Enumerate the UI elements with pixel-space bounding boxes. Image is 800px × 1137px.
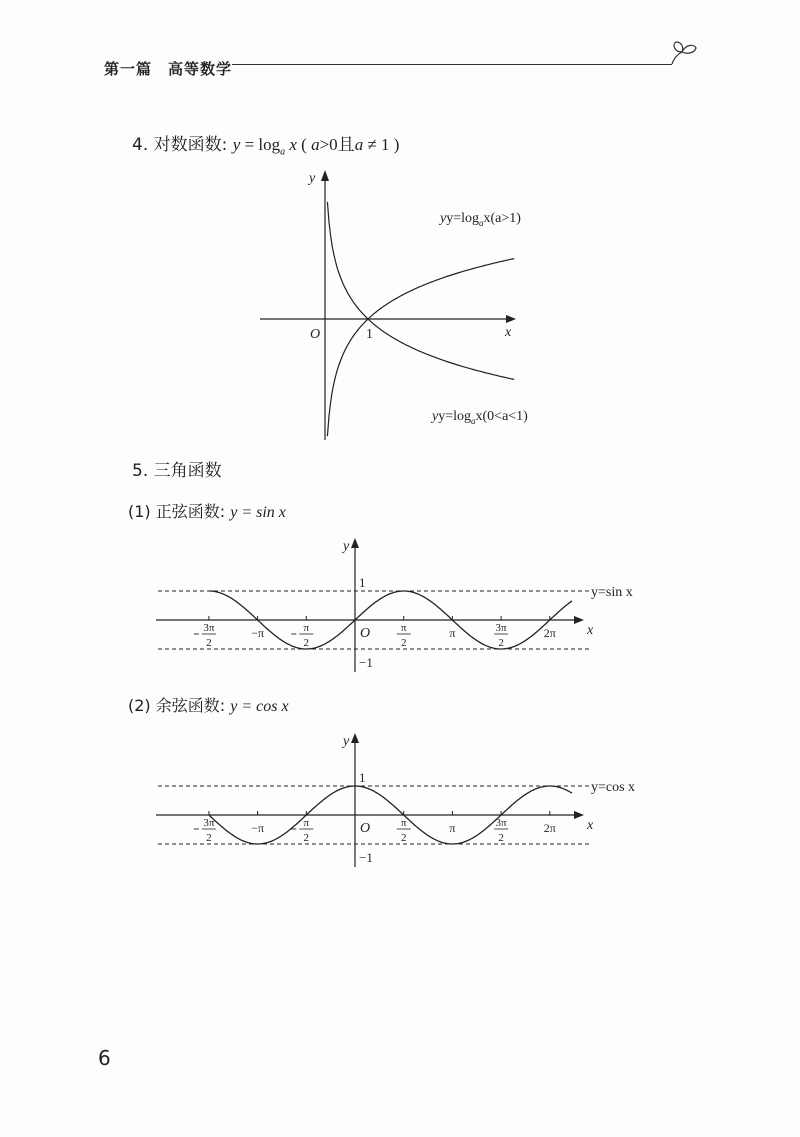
cosine-heading-formula: y = cos x xyxy=(230,698,289,715)
cosine-x-tick-den-0: 2 xyxy=(206,832,212,844)
log-condition-a1: a xyxy=(311,135,320,154)
log-tick-1: 1 xyxy=(366,327,373,342)
sine-x-axis-arrow xyxy=(574,616,584,624)
log-section-heading xyxy=(132,130,399,157)
log-origin-label: O xyxy=(310,327,321,342)
log-condition-open: ( xyxy=(296,135,312,154)
log-curve-2-label-rest: x(0<a<1) xyxy=(475,409,528,424)
sine-x-tick-den-3: 2 xyxy=(400,637,407,649)
sine-heading-text: (1) 正弦函数: xyxy=(128,502,231,521)
log-y-axis-arrow xyxy=(321,170,329,181)
header-rule xyxy=(232,64,672,65)
log-x-label: x xyxy=(505,325,512,340)
log-curve-2-label: $yy=\log_ax(0<a<1)$ xyxy=(432,409,528,426)
cosine-origin-label: O xyxy=(360,821,371,836)
log-curve-2-label-sub: a xyxy=(471,416,476,426)
log-curve-1-label-rest: x(a>1) xyxy=(483,211,521,226)
log-y-label: y xyxy=(309,171,316,186)
sine-x-tick-num-0: 3π xyxy=(203,622,215,634)
running-header xyxy=(104,58,248,79)
cosine-x-tick-num-3: π xyxy=(400,817,407,829)
sine-curve-label: y=sin x xyxy=(591,585,633,600)
cosine-x-tick-num-5: 3π xyxy=(495,817,507,829)
trig-section-heading: 5. 三角函数 xyxy=(132,461,222,481)
cosine-x-tick-den-5: 2 xyxy=(498,832,504,844)
sine-heading xyxy=(128,499,286,522)
log-formula-lhs: y xyxy=(232,135,241,154)
cosine-x-tick-den-3: 2 xyxy=(400,832,407,844)
sine-y-axis-arrow xyxy=(351,538,359,548)
sine-x-label: x xyxy=(587,623,594,638)
log-chart xyxy=(250,160,570,450)
cosine-x-tick-label-4: π xyxy=(449,821,456,835)
log-formula-var: x xyxy=(285,135,297,154)
cosine-curve-label: y=cos x xyxy=(591,780,636,795)
sprout-icon xyxy=(666,38,700,68)
sine-chart xyxy=(150,532,650,676)
sine-x-tick-den-2: 2 xyxy=(303,637,310,649)
cosine-heading xyxy=(128,693,289,716)
log-curve-1-label-head: y=log xyxy=(446,211,480,226)
log-curve-a-lt-1 xyxy=(327,202,514,380)
sine-x-tick-label-1: −π xyxy=(251,626,265,640)
log-x-axis-arrow xyxy=(506,315,516,323)
sine-origin-label: O xyxy=(360,626,371,641)
log-condition-gt: >0且 xyxy=(319,135,355,154)
log-heading-text: 4. 对数函数: xyxy=(132,135,228,155)
cosine-y-tick-max: 1 xyxy=(359,770,366,785)
cosine-heading-text: (2) 余弦函数: xyxy=(128,696,231,715)
cosine-x-tick-label-6: 2π xyxy=(543,821,556,835)
sine-x-tick-den-0: 2 xyxy=(206,637,212,649)
sine-x-tick-num-5: 3π xyxy=(495,622,507,634)
sine-x-tick-num-3: π xyxy=(400,622,407,634)
cosine-x-tick-num-2: π xyxy=(303,817,310,829)
cosine-x-tick-num-0: 3π xyxy=(203,817,215,829)
cosine-x-tick-label-1: −π xyxy=(251,821,265,835)
header-book: 高等数学 xyxy=(168,60,233,78)
log-curve-1-label: $yy=\log_ax(a>1)$ xyxy=(440,211,521,228)
cosine-y-tick-min: −1 xyxy=(359,850,373,865)
sine-x-tick-label-6: 2π xyxy=(543,626,556,640)
sine-y-tick-max: 1 xyxy=(359,575,366,590)
cosine-y-label: y xyxy=(343,734,350,749)
page-number: 6 xyxy=(98,1046,111,1070)
log-condition-ne: ≠ 1 ) xyxy=(363,135,400,154)
sine-x-tick-den-5: 2 xyxy=(498,637,504,649)
sine-x-tick-label-4: π xyxy=(449,626,456,640)
cosine-x-label: x xyxy=(587,818,594,833)
log-formula-eq: = log xyxy=(240,135,281,154)
log-condition-a2: a xyxy=(354,135,364,154)
sine-heading-formula: y = sin x xyxy=(230,504,286,521)
cosine-chart xyxy=(150,727,650,871)
sine-y-label: y xyxy=(343,539,350,554)
sine-x-tick-num-2: π xyxy=(303,622,310,634)
log-curve-2-label-head: y=log xyxy=(438,409,472,424)
log-formula-sub: a xyxy=(280,146,286,158)
log-curve-1-label-sub: a xyxy=(479,218,484,228)
sine-y-tick-min: −1 xyxy=(359,655,373,670)
header-part: 第一篇 xyxy=(104,60,153,78)
cosine-x-tick-den-2: 2 xyxy=(303,832,310,844)
cosine-y-axis-arrow xyxy=(351,733,359,743)
cosine-x-axis-arrow xyxy=(574,811,584,819)
